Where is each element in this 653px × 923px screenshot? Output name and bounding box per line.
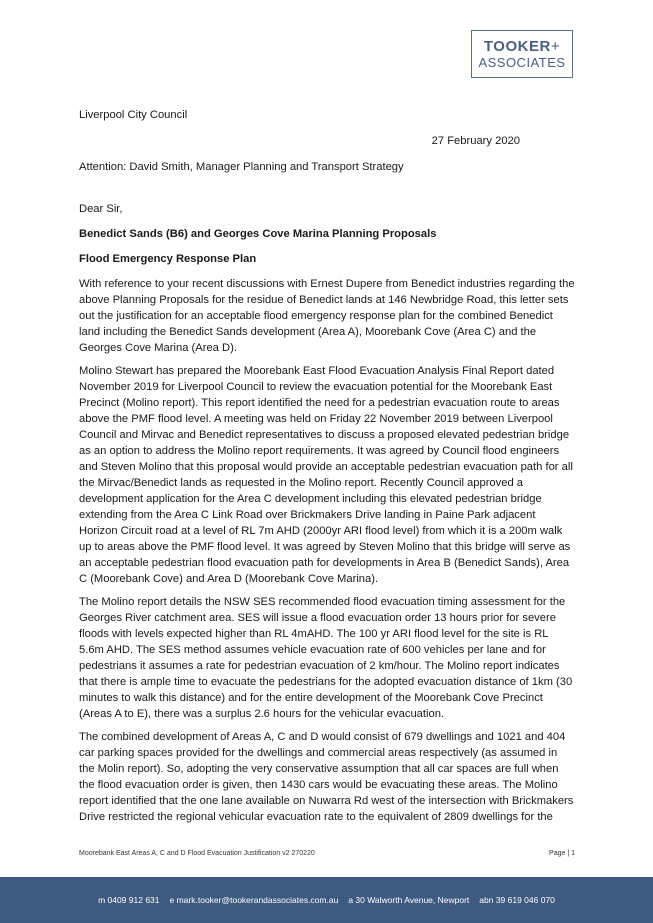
document-footer bbox=[79, 850, 575, 857]
paragraph-4: The combined development of Areas A, C and D would consist of 679 dwellings and 1021 and 404 car parking spaces provided for the dwellings and commercial areas respectively (as assumed in the Molin report). So, adopting the very conservative assumption that all car spaces are full when the flood evacuation order is given, then 1430 cars would be evacuating these areas. The Molino report identified that the one lane available on Nuwarra Rd west of the intersection with Brickmakers Drive restricted the regional vehicular evacuation rate to the equivalent of 2809 dwellings for the bbox=[79, 731, 574, 823]
logo-subtitle: ASSOCIATES bbox=[478, 55, 566, 70]
subject-subheading: Flood Emergency Response Plan bbox=[79, 253, 257, 265]
letter-body bbox=[79, 107, 575, 832]
letter-date: 27 February 2020 bbox=[431, 135, 520, 147]
logo-plus: + bbox=[550, 38, 561, 55]
contact-bar bbox=[0, 877, 653, 923]
subject-heading: Benedict Sands (B6) and Georges Cove Marina Planning Proposals bbox=[79, 228, 437, 240]
attention-line: Attention: David Smith, Manager Planning and Transport Strategy bbox=[79, 161, 404, 173]
contact-address: a 30 Walworth Avenue, Newport bbox=[348, 895, 470, 905]
logo-name: TOOKER bbox=[483, 38, 551, 55]
company-logo bbox=[471, 30, 573, 78]
footer-page-number: Page | 1 bbox=[549, 850, 575, 857]
paragraph-2: Molino Stewart has prepared the Moorebank East Flood Evacuation Analysis Final Report dated November 2019 for Liverpool Council to review the evacuation potential for the Moorebank East Precinct (Molino report). This report identified the need for a pedestrian evacuation route to areas above the PMF flood level. A meeting was held on Friday 22 November 2019 between Liverpool Council and Mirvac and Benedict representatives to discuss a proposed elevated pedestrian bridge as an option to address the Molino report requirements. It was agreed by Council flood engineers and Steven Molino that this proposal would provide an acceptable pedestrian evacuation path for all the Mirvac/Benedict lands as requested in the Molino report. Recently Council approved a development application for the Area C development including this elevated pedestrian bridge extending from the Area C Link Road over Brickmakers Drive landing in Paine Park adjacent Horizon Circuit road at a level of RL 7m AHD (2000yr ARI flood level) from which it is a 200m walk up to areas above the PMF flood level. It was agreed by Steven Molino that this bridge will serve as an acceptable pedestrian flood evacuation path for developments in Area B (Benedict Sands), Area C (Moorebank Cove) and Area D (Moorebank Cove Marina). bbox=[79, 365, 573, 585]
salutation: Dear Sir, bbox=[79, 203, 123, 215]
contact-email: e mark.tooker@tookerandassociates.com.au bbox=[169, 895, 339, 905]
paragraph-1: With reference to your recent discussions with Ernest Dupere from Benedict industries regarding the above Planning Proposals for the residue of Benedict lands at 146 Newbridge Road, this letter sets out the justification for an acceptable flood emergency response plan for the combined Benedict land including the Benedict Sands development (Area A), Moorebank Cove (Area C) and the Georges Cove Marina (Area D). bbox=[79, 278, 575, 354]
contact-abn: abn 39 619 046 070 bbox=[479, 895, 555, 905]
logo-wordmark bbox=[484, 39, 560, 54]
paragraph-3: The Molino report details the NSW SES recommended flood evacuation timing assessment for the Georges River catchment area. SES will issue a flood evacuation order 13 hours prior for severe floods with levels expected higher than RL 4mAHD. The 100 yr ARI flood level for the site is RL 5.6m AHD. The SES method assumes vehicle evacuation rate of 600 vehicles per lane and for pedestrians it assumes a rate for pedestrian evacuation of 2 km/hour. The Molino report indicates that there is ample time to evacuate the pedestrians for the adopted evacuation distance of 1km (30 minutes to walk this distance) and for the entire development of the Moorebank Cove Precinct (Areas A to E), there was a surplus 2.6 hours for the vehicular evacuation. bbox=[79, 596, 573, 720]
footer-doc-title: Moorebank East Areas A, C and D Flood Evacuation Justification v2 270220 bbox=[79, 850, 315, 857]
recipient: Liverpool City Council bbox=[79, 109, 188, 121]
contact-mobile: m 0409 912 631 bbox=[98, 895, 160, 905]
